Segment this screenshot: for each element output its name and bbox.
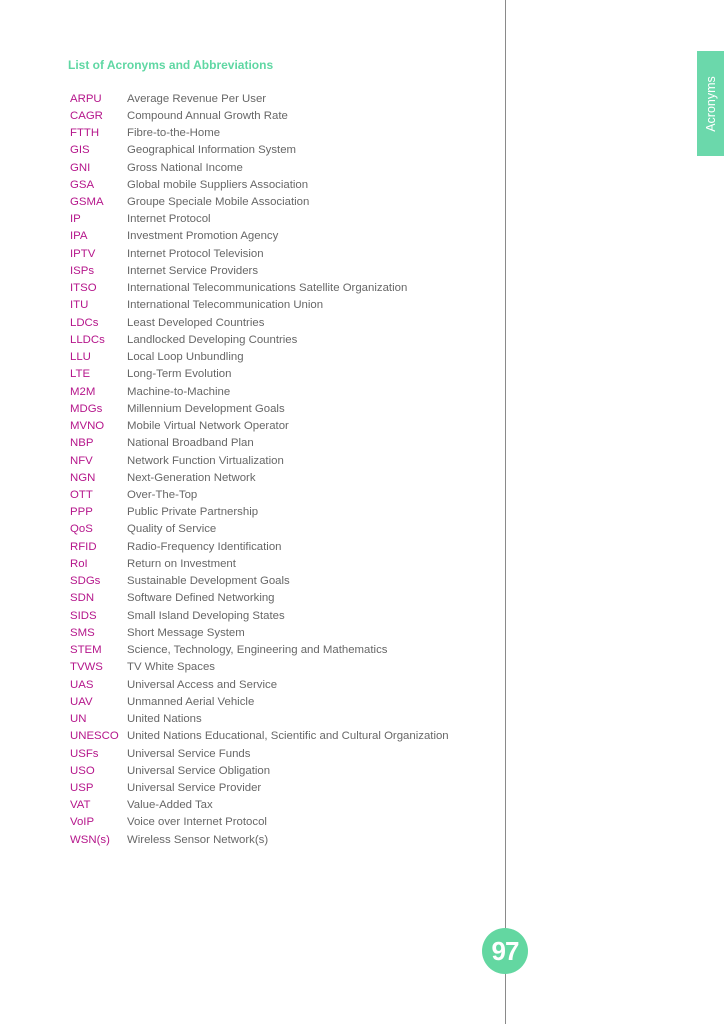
acronym-row bbox=[70, 107, 449, 124]
acronym-definition: International Telecommunications Satellite Organization bbox=[127, 282, 408, 295]
acronym-code: M2M bbox=[70, 385, 96, 398]
acronym-row bbox=[70, 383, 449, 400]
acronym-code: STEM bbox=[70, 644, 102, 657]
acronym-definition: Software Defined Networking bbox=[127, 592, 275, 605]
acronym-row bbox=[70, 538, 449, 555]
acronym-row bbox=[70, 797, 449, 814]
acronym-definition: Voice over Internet Protocol bbox=[127, 816, 267, 829]
acronym-definition: Universal Service Provider bbox=[127, 781, 262, 794]
acronym-code: ITU bbox=[70, 299, 89, 312]
acronym-code: VAT bbox=[70, 799, 91, 812]
acronym-definition: Next-Generation Network bbox=[127, 471, 256, 484]
acronym-row bbox=[70, 435, 449, 452]
acronym-list bbox=[70, 90, 449, 848]
acronym-definition: Science, Technology, Engineering and Mathematics bbox=[127, 644, 388, 657]
acronym-code: LLU bbox=[70, 351, 91, 364]
acronym-row bbox=[70, 245, 449, 262]
acronym-code: NBP bbox=[70, 437, 94, 450]
acronym-code: GNI bbox=[70, 161, 91, 174]
acronym-code: LDCs bbox=[70, 316, 99, 329]
acronym-definition: United Nations bbox=[127, 713, 202, 726]
acronym-code: GSMA bbox=[70, 196, 104, 209]
acronym-row bbox=[70, 211, 449, 228]
acronym-definition: Fibre-to-the-Home bbox=[127, 127, 221, 140]
acronym-definition: Long-Term Evolution bbox=[127, 368, 232, 381]
acronym-row bbox=[70, 280, 449, 297]
section-tab bbox=[697, 51, 724, 156]
acronym-code: LLDCs bbox=[70, 333, 105, 346]
acronym-code: UAS bbox=[70, 678, 94, 691]
acronym-code: IPTV bbox=[70, 247, 96, 260]
acronym-code: SDGs bbox=[70, 575, 101, 588]
acronym-code: VoIP bbox=[70, 816, 95, 829]
acronym-row bbox=[70, 555, 449, 572]
acronym-row bbox=[70, 745, 449, 762]
acronym-definition: Universal Service Obligation bbox=[127, 764, 271, 777]
acronym-row bbox=[70, 349, 449, 366]
acronym-definition: Global mobile Suppliers Association bbox=[127, 178, 309, 191]
acronym-row bbox=[70, 486, 449, 503]
acronym-code: ARPU bbox=[70, 92, 102, 105]
acronym-row bbox=[70, 228, 449, 245]
acronym-definition: Least Developed Countries bbox=[127, 316, 265, 329]
acronym-definition: TV White Spaces bbox=[127, 661, 215, 674]
acronym-code: GIS bbox=[70, 144, 90, 157]
acronym-row bbox=[70, 142, 449, 159]
acronym-definition: Average Revenue Per User bbox=[127, 92, 267, 105]
acronym-code: NGN bbox=[70, 471, 96, 484]
acronym-code: UNESCO bbox=[70, 730, 119, 743]
acronym-definition: Mobile Virtual Network Operator bbox=[127, 420, 289, 433]
acronym-code: ITSO bbox=[70, 282, 97, 295]
acronym-definition: Wireless Sensor Network(s) bbox=[127, 833, 269, 846]
acronym-row bbox=[70, 159, 449, 176]
acronym-definition: United Nations Educational, Scientific and Cultural Organization bbox=[127, 730, 449, 743]
acronym-definition: International Telecommunication Union bbox=[127, 299, 324, 312]
acronym-code: MDGs bbox=[70, 402, 103, 415]
acronym-code: OTT bbox=[70, 489, 93, 501]
acronym-definition: Quality of Service bbox=[127, 523, 217, 536]
acronym-code: GSA bbox=[70, 178, 95, 191]
acronym-row bbox=[70, 504, 449, 521]
page-title: List of Acronyms and Abbreviations bbox=[68, 58, 274, 72]
acronym-row bbox=[70, 590, 449, 607]
acronym-row bbox=[70, 624, 449, 641]
acronym-code: LTE bbox=[70, 368, 91, 381]
acronym-definition: Internet Protocol bbox=[127, 213, 211, 226]
acronym-definition: Public Private Partnership bbox=[127, 506, 259, 519]
acronym-definition: Groupe Speciale Mobile Association bbox=[127, 196, 310, 209]
acronym-definition: Landlocked Developing Countries bbox=[127, 333, 298, 346]
acronym-row bbox=[70, 642, 449, 659]
acronym-code: RoI bbox=[70, 557, 88, 570]
acronym-code: SIDS bbox=[70, 609, 97, 622]
acronym-row bbox=[70, 521, 449, 538]
acronym-code: UAV bbox=[70, 695, 93, 708]
acronym-code: SDN bbox=[70, 592, 95, 605]
acronym-row bbox=[70, 314, 449, 331]
acronym-definition: Universal Service Funds bbox=[127, 747, 251, 760]
acronym-row bbox=[70, 176, 449, 193]
acronym-definition: Sustainable Development Goals bbox=[127, 575, 290, 588]
acronym-definition: Short Message System bbox=[127, 626, 245, 639]
acronym-definition: Return on Investment bbox=[127, 557, 236, 570]
acronym-row bbox=[70, 262, 449, 279]
acronym-row bbox=[70, 452, 449, 469]
acronym-row bbox=[70, 469, 449, 486]
acronym-definition: Over-The-Top bbox=[127, 489, 198, 501]
page-divider bbox=[505, 0, 506, 1024]
acronym-row bbox=[70, 124, 449, 141]
acronym-row bbox=[70, 573, 449, 590]
acronym-row bbox=[70, 607, 449, 624]
acronym-code: UN bbox=[70, 713, 87, 726]
acronym-definition: Radio-Frequency Identification bbox=[127, 540, 282, 553]
acronym-row bbox=[70, 366, 449, 383]
acronym-row bbox=[70, 417, 449, 434]
acronym-definition: Geographical Information System bbox=[127, 144, 297, 157]
acronym-code: USP bbox=[70, 781, 94, 794]
acronym-definition: Compound Annual Growth Rate bbox=[127, 109, 288, 122]
acronym-definition: Small Island Developing States bbox=[127, 609, 285, 622]
acronym-definition: Internet Protocol Television bbox=[127, 247, 264, 260]
acronym-code: CAGR bbox=[70, 109, 103, 122]
acronym-row bbox=[70, 331, 449, 348]
acronym-row bbox=[70, 779, 449, 796]
acronym-row bbox=[70, 193, 449, 210]
acronym-row bbox=[70, 297, 449, 314]
acronym-definition: National Broadband Plan bbox=[127, 437, 254, 450]
acronym-code: USFs bbox=[70, 747, 99, 760]
acronym-row bbox=[70, 814, 449, 831]
acronym-code: RFID bbox=[70, 540, 97, 553]
acronym-code: ISPs bbox=[70, 264, 95, 277]
acronym-definition: Value-Added Tax bbox=[127, 799, 213, 812]
acronym-row bbox=[70, 728, 449, 745]
acronym-code: WSN(s) bbox=[70, 833, 110, 846]
acronym-code: IPA bbox=[70, 230, 88, 243]
acronym-row bbox=[70, 831, 449, 848]
acronym-code: USO bbox=[70, 764, 95, 777]
acronym-row bbox=[70, 710, 449, 727]
acronym-definition: Machine-to-Machine bbox=[127, 385, 231, 398]
acronym-definition: Universal Access and Service bbox=[127, 678, 278, 691]
acronym-code: NFV bbox=[70, 454, 93, 467]
acronym-definition: Local Loop Unbundling bbox=[127, 351, 244, 364]
acronym-code: IP bbox=[70, 213, 81, 226]
acronym-code: SMS bbox=[70, 626, 95, 639]
acronym-definition: Investment Promotion Agency bbox=[127, 230, 279, 243]
acronym-code: TVWS bbox=[70, 661, 103, 674]
acronym-definition: Network Function Virtualization bbox=[127, 454, 284, 467]
page-number-badge: 97 bbox=[482, 928, 528, 974]
acronym-row bbox=[70, 693, 449, 710]
acronym-code: FTTH bbox=[70, 127, 100, 140]
acronym-row bbox=[70, 676, 449, 693]
acronym-definition: Millennium Development Goals bbox=[127, 402, 285, 415]
acronym-row bbox=[70, 659, 449, 676]
acronym-definition: Internet Service Providers bbox=[127, 264, 259, 277]
acronym-code: PPP bbox=[70, 506, 93, 519]
acronym-definition: Unmanned Aerial Vehicle bbox=[127, 695, 255, 708]
acronym-row bbox=[70, 762, 449, 779]
acronym-definition: Gross National Income bbox=[127, 161, 243, 174]
section-tab-label: Acronyms bbox=[703, 75, 718, 132]
acronym-row bbox=[70, 90, 449, 107]
acronym-code: QoS bbox=[70, 523, 93, 536]
acronym-row bbox=[70, 400, 449, 417]
acronym-code: MVNO bbox=[70, 420, 105, 433]
